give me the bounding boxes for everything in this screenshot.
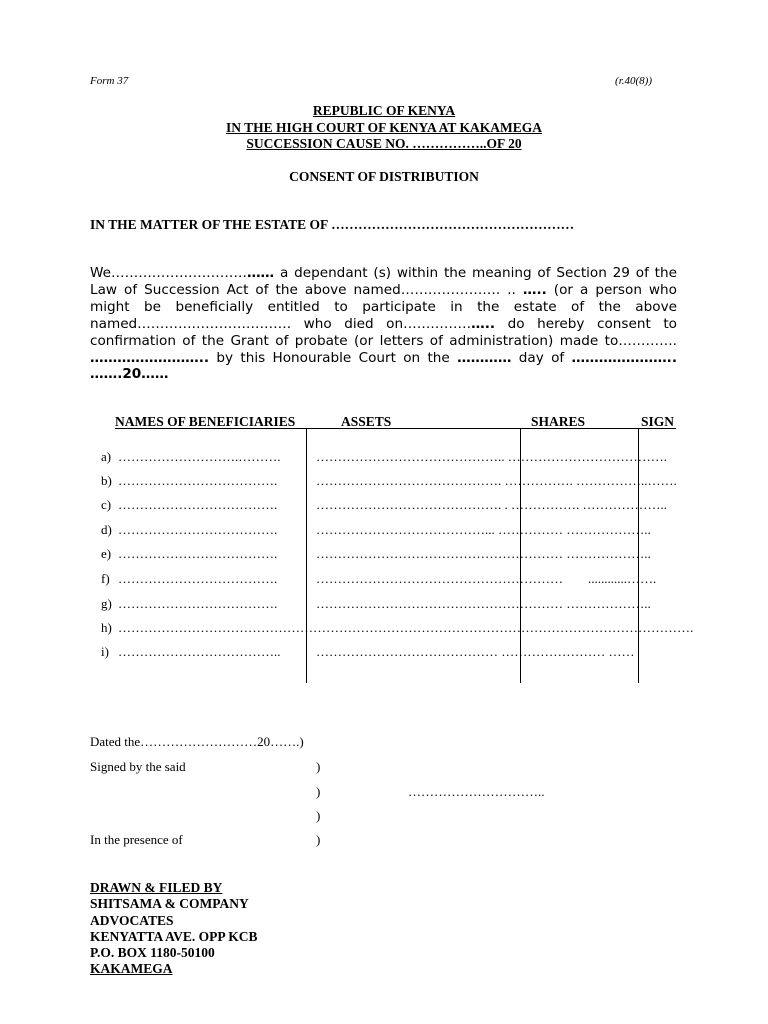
para-bold-4: …………………….. xyxy=(90,349,210,366)
row-assets-blank: ………………………………………………… ……………….. xyxy=(316,546,651,561)
bracket: ) xyxy=(316,808,321,823)
row-assets-blank: …………………………………... …………… ……………….. xyxy=(316,522,651,537)
consent-paragraph xyxy=(90,265,677,383)
row-name-blank: ………………………………. xyxy=(118,596,278,611)
para-text-4: do hereby consent to confirmation of the Grant of probate (or letters of administration) made to…………. xyxy=(90,315,677,349)
court-heading: IN THE HIGH COURT OF KENYA AT KAKAMEGA xyxy=(226,120,542,135)
row-name-blank: ………………………………. xyxy=(118,473,278,488)
column-divider-1 xyxy=(306,428,307,683)
row-assets-blank: …………………………………… …………………… …… xyxy=(316,644,635,659)
signed-by-label: Signed by the said xyxy=(90,759,186,774)
firm-street: KENYATTA AVE. OPP KCB xyxy=(90,928,258,944)
document-title: CONSENT OF DISTRIBUTION xyxy=(289,169,479,184)
para-text-2: a dependant (s) within the meaning of Section 29 of the Law of Succession Act of the above named…………………. .. xyxy=(90,265,677,298)
para-text-6: day of xyxy=(511,349,572,366)
row-assets-blank: ………………………………………………… ……………….. xyxy=(316,596,651,611)
para-bold-3: ….. xyxy=(471,315,496,332)
para-text-5: by this Honourable Court on the xyxy=(209,349,458,366)
row-sign-blank: ............……. xyxy=(588,571,657,586)
row-label: g) xyxy=(101,596,112,611)
drawn-filed-label: DRAWN & FILED BY xyxy=(90,880,223,895)
row-label: a) xyxy=(101,449,112,464)
table-header-rule xyxy=(115,428,676,429)
drawn-filed-block xyxy=(90,880,258,978)
para-text-3: (or a person who might be beneficially entitled to participate in the estate of the above named……………………………. who died on…………… xyxy=(90,281,677,332)
succession-cause-heading: SUCCESSION CAUSE NO. ……………..OF 20 xyxy=(246,136,522,151)
form-number: Form 37 xyxy=(90,75,129,87)
republic-heading: REPUBLIC OF KENYA xyxy=(312,103,456,118)
firm-title: ADVOCATES xyxy=(90,912,174,928)
para-bold-6: ………………….. …….20…… xyxy=(90,349,677,383)
para-bold-2: ….. xyxy=(522,281,547,298)
row-name-blank: ……………………………….. xyxy=(118,644,281,659)
row-assets-blank: …………………………………….. ………………………………. xyxy=(316,449,667,464)
firm-city: KAKAMEGA xyxy=(90,961,173,977)
column-header-sign: SIGN xyxy=(641,414,675,429)
row-label: e) xyxy=(101,546,112,561)
row-name-blank: ……………………………………………………………………………………………………………………. xyxy=(118,620,694,635)
row-assets-blank: ………………………………………………… xyxy=(316,571,563,586)
row-label: c) xyxy=(101,497,112,512)
signature-blank: ………………………….. xyxy=(408,784,545,799)
dated-line: Dated the………………………20…….) xyxy=(90,734,304,749)
column-header-assets: ASSETS xyxy=(341,414,392,429)
row-assets-blank: ……………………………………. ……………. ……………..……. xyxy=(316,473,677,488)
row-label: d) xyxy=(101,522,112,537)
row-name-blank: ………………………………. xyxy=(118,546,278,561)
row-name-blank: ………………………………. xyxy=(118,497,278,512)
row-label: f) xyxy=(101,571,110,586)
row-label: h) xyxy=(101,620,112,635)
column-header-shares: SHARES xyxy=(531,414,586,429)
firm-po-box: P.O. BOX 1180-50100 xyxy=(90,945,215,961)
estate-matter-line: IN THE MATTER OF THE ESTATE OF ……………………………………………… xyxy=(90,217,575,232)
presence-label: In the presence of xyxy=(90,832,183,847)
row-name-blank: ……………………….………. xyxy=(118,449,281,464)
row-assets-blank: ……………………………………. . ……………. ……………….. xyxy=(316,497,667,512)
row-name-blank: ………………………………. xyxy=(118,571,278,586)
bracket: ) xyxy=(316,759,321,774)
row-label: i) xyxy=(101,644,109,659)
bracket: ) xyxy=(316,784,321,799)
bracket: ) xyxy=(316,832,321,847)
row-label: b) xyxy=(101,473,112,488)
para-bold-5: ………… xyxy=(457,349,512,366)
para-text-1: We………………………… xyxy=(90,265,247,281)
rule-reference: (r.40(8)) xyxy=(615,75,652,87)
row-name-blank: ………………………………. xyxy=(118,522,278,537)
para-bold-1: …… xyxy=(246,265,275,281)
firm-name: SHITSAMA & COMPANY xyxy=(90,896,249,912)
column-header-names: NAMES OF BENEFICIARIES xyxy=(115,414,296,429)
